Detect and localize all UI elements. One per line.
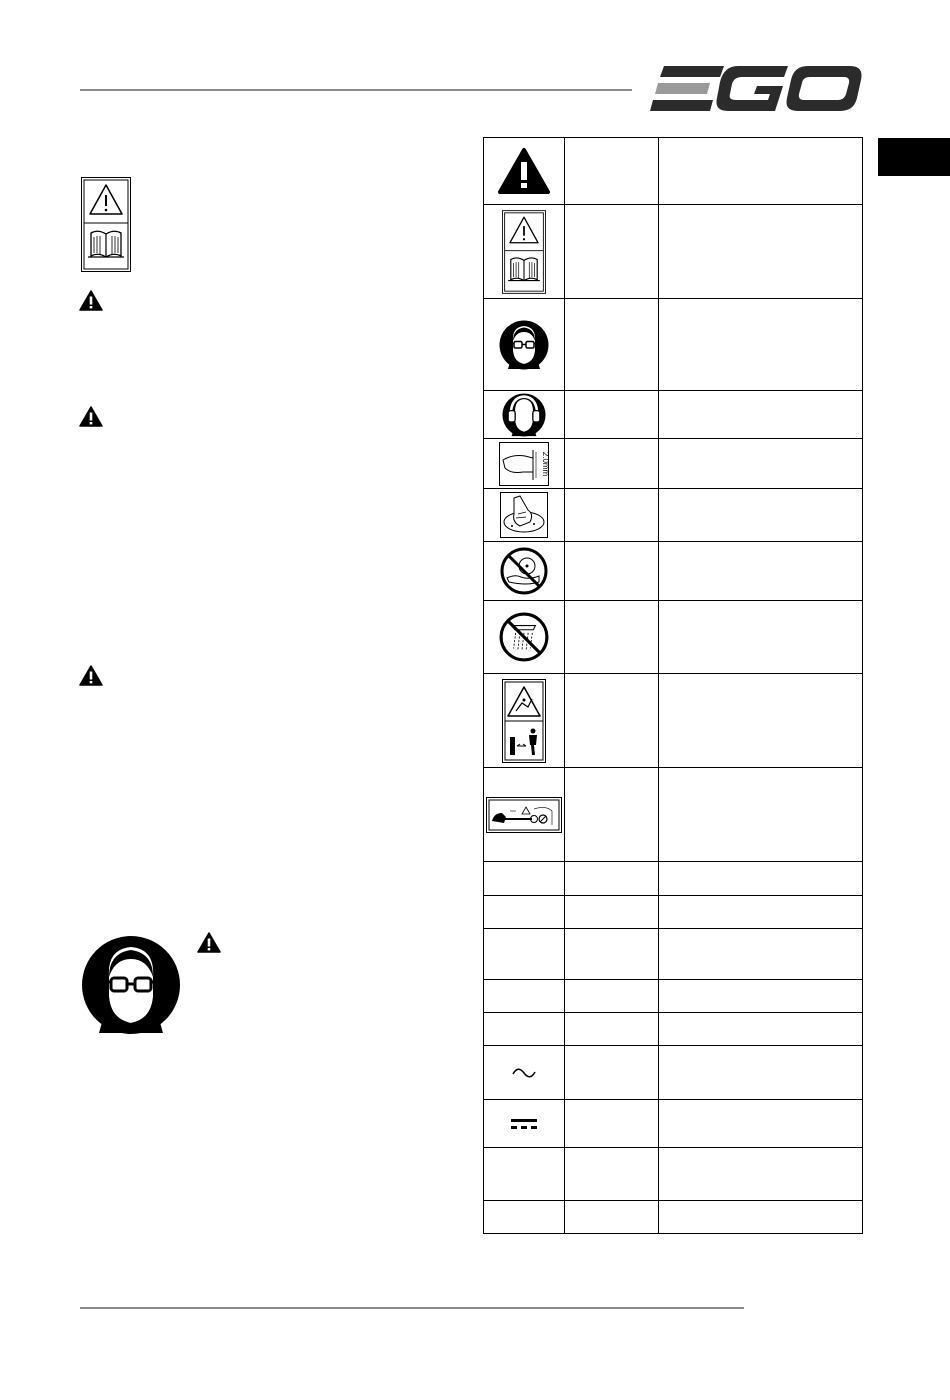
symbol-cell <box>484 205 565 299</box>
table-row <box>484 391 863 439</box>
symbol-cell <box>484 674 565 768</box>
explanation-cell <box>658 1100 862 1148</box>
table-row <box>484 138 863 205</box>
header-rule <box>80 89 632 91</box>
table-row <box>484 1046 863 1100</box>
explanation-cell <box>658 542 862 601</box>
table-row <box>484 205 863 299</box>
symbol-cell <box>484 601 565 674</box>
table-row <box>484 299 863 391</box>
symbol-cell <box>484 489 565 542</box>
table-row <box>484 1013 863 1046</box>
thrown-objects-distance-icon <box>502 679 546 763</box>
name-cell <box>564 674 658 768</box>
table-row <box>484 980 863 1013</box>
explanation-cell <box>658 929 862 980</box>
direct-current-icon <box>509 1116 539 1132</box>
explanation-cell <box>658 1046 862 1100</box>
table-row <box>484 489 863 542</box>
table-row <box>484 929 863 980</box>
warning-triangle-icon <box>79 406 103 427</box>
symbol-cell <box>484 862 565 896</box>
explanation-cell <box>658 489 862 542</box>
language-tab <box>878 138 950 176</box>
symbol-cell <box>484 1100 565 1148</box>
eye-protection-icon <box>499 320 549 370</box>
symbol-cell <box>484 1013 565 1046</box>
table-row <box>484 896 863 929</box>
no-blade-icon <box>499 546 549 596</box>
name-cell <box>564 768 658 862</box>
name-cell <box>564 929 658 980</box>
name-cell <box>564 601 658 674</box>
warning-triangle-icon <box>79 665 103 686</box>
explanation-cell <box>658 391 862 439</box>
symbol-cell <box>484 1046 565 1100</box>
name-cell <box>564 205 658 299</box>
symbol-cell <box>484 768 565 862</box>
symbol-cell <box>484 1201 565 1234</box>
explanation-cell <box>658 980 862 1013</box>
symbol-cell <box>484 980 565 1013</box>
explanation-cell <box>658 1013 862 1046</box>
explanation-cell <box>658 601 862 674</box>
table-row <box>484 542 863 601</box>
name-cell <box>564 138 658 205</box>
name-cell <box>564 896 658 929</box>
name-cell <box>564 1013 658 1046</box>
name-cell <box>564 1100 658 1148</box>
name-cell <box>564 1201 658 1234</box>
name-cell <box>564 391 658 439</box>
explanation-cell <box>658 896 862 929</box>
explanation-cell <box>658 1201 862 1234</box>
name-cell <box>564 489 658 542</box>
explanation-cell <box>658 674 862 768</box>
table-row <box>484 1100 863 1148</box>
explanation-cell <box>658 299 862 391</box>
symbol-cell <box>484 929 565 980</box>
name-cell <box>564 980 658 1013</box>
symbol-cell <box>484 299 565 391</box>
symbol-table <box>483 137 863 1234</box>
symbol-cell <box>484 138 565 205</box>
read-manual-label-icon <box>502 210 546 294</box>
symbol-cell <box>484 439 565 489</box>
name-cell <box>564 439 658 489</box>
no-rain-icon <box>498 611 550 663</box>
explanation-cell <box>658 1148 862 1201</box>
table-row <box>484 1148 863 1201</box>
line-diameter-icon <box>499 442 549 486</box>
warning-triangle-icon <box>497 147 551 195</box>
table-row <box>484 601 863 674</box>
guard-label-icon <box>486 797 562 833</box>
explanation-cell <box>658 138 862 205</box>
explanation-cell <box>658 768 862 862</box>
footer-rule <box>80 1307 744 1309</box>
alternating-current-icon <box>510 1063 538 1083</box>
name-cell <box>564 542 658 601</box>
table-row <box>484 862 863 896</box>
table-row <box>484 674 863 768</box>
warning-read-manual-label-icon <box>81 177 131 272</box>
symbol-cell <box>484 542 565 601</box>
symbol-cell <box>484 896 565 929</box>
table-row <box>484 1201 863 1234</box>
symbol-cell <box>484 391 565 439</box>
table-row <box>484 768 863 862</box>
table-row <box>484 439 863 489</box>
warning-triangle-icon <box>197 932 221 953</box>
hand-gloves-icon <box>500 492 548 538</box>
ear-protection-icon <box>502 393 546 437</box>
symbol-cell <box>484 1148 565 1201</box>
eye-protection-icon <box>81 935 181 1035</box>
explanation-cell <box>658 205 862 299</box>
warning-triangle-icon <box>79 290 103 311</box>
ego-logo <box>650 66 862 112</box>
name-cell <box>564 1046 658 1100</box>
explanation-cell <box>658 862 862 896</box>
name-cell <box>564 1148 658 1201</box>
line-diameter-text: 2.0mm <box>540 451 550 476</box>
name-cell <box>564 299 658 391</box>
name-cell <box>564 862 658 896</box>
explanation-cell <box>658 439 862 489</box>
